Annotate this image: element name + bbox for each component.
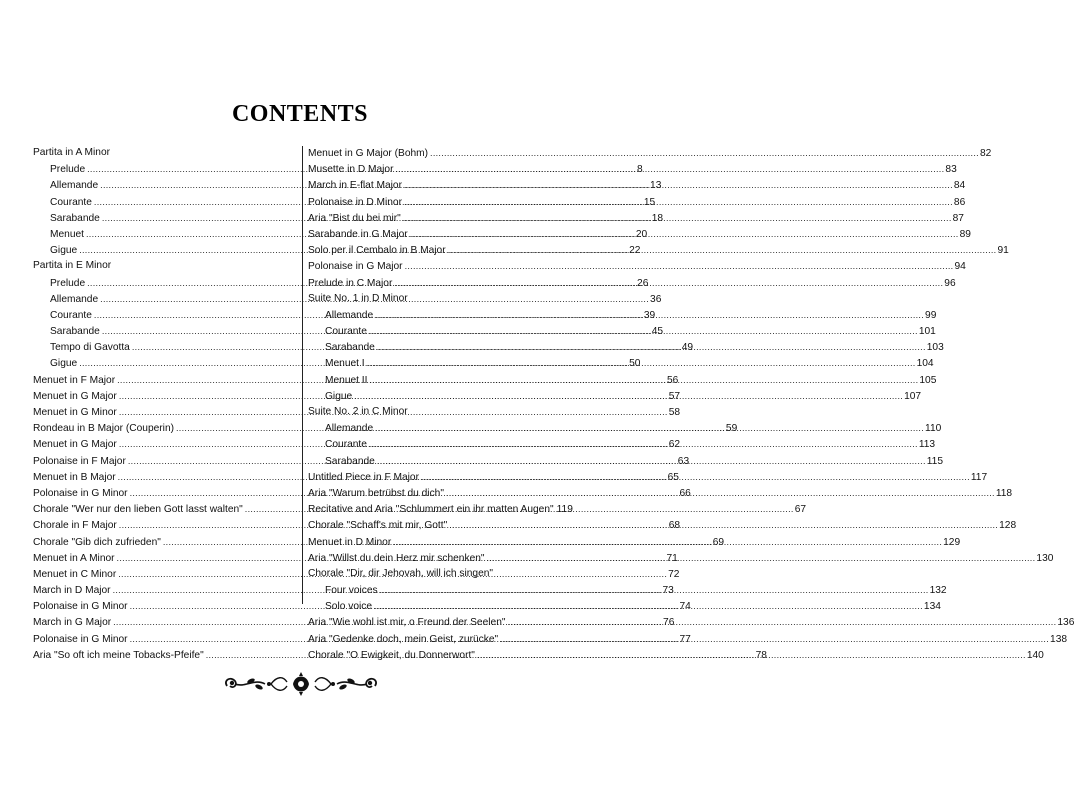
toc-entry-title: Allemande (325, 309, 374, 321)
toc-entry-title: Chorale "Schaff's mit mir, Gott" (308, 520, 448, 532)
toc-entry-page: 22 (629, 245, 641, 257)
toc-entry-page: 57 (668, 390, 681, 402)
toc-entry-title: Polonaise in G Major (308, 261, 403, 273)
toc-entry-title: Menuet (50, 228, 84, 240)
toc-entry-page: 58 (668, 407, 681, 418)
toc-entry-title: Gigue (325, 390, 353, 402)
toc-entry-page: 119 (556, 504, 573, 516)
toc-entry-title: Courante (50, 196, 92, 208)
toc-entry-title: Courante (325, 439, 367, 451)
page-title: CONTENTS (231, 101, 369, 127)
toc-entry-title: Partita in A Minor (33, 147, 111, 158)
toc-entry-partita-in-e-minor (33, 258, 300, 274)
toc-entry-title: Polonaise in G Minor (33, 487, 128, 499)
toc-entry-page: 96 (944, 277, 956, 289)
dot-leader (421, 469, 970, 485)
toc-entry-title: March in G Major (33, 617, 112, 629)
toc-entry-page: 20 (635, 228, 648, 240)
toc-entry-title: Solo per il Cembalo in B Major (308, 245, 446, 257)
toc-entry-page: 49 (681, 342, 694, 354)
dot-leader (404, 177, 953, 193)
dot-leader (446, 485, 995, 501)
toc-entry-title: Menuet in G Major (Bohm) (308, 148, 429, 159)
toc-entry-title: Aria "Warum betrübst du dich" (308, 487, 444, 499)
dot-leader (487, 550, 1036, 566)
dot-leader (380, 582, 929, 598)
toc-entry-page: 129 (943, 536, 961, 548)
toc-entry-title: Four voices (325, 585, 378, 597)
toc-entry-page: 71 (666, 552, 678, 564)
toc-entry-musette-in-d-major (308, 161, 957, 177)
flourish-ornament-icon (221, 670, 381, 698)
toc-entry-page: 110 (925, 423, 942, 435)
toc-entry-title: Suite No. 1 in D Minor (308, 292, 408, 304)
toc-entry-title: Sarabande in G Major (308, 228, 408, 240)
toc-entry-page: 67 (794, 504, 807, 516)
toc-entry-title: Menuet II (325, 374, 368, 386)
dot-leader (369, 436, 918, 452)
toc-entry-title: Partita in E Minor (33, 260, 112, 272)
toc-entry-page: 69 (712, 536, 725, 548)
toc-entry-page: 63 (677, 455, 690, 467)
dot-leader (374, 598, 923, 614)
dot-leader (405, 258, 954, 274)
toc-entry-page: 89 (959, 228, 971, 240)
toc-entry-page: 82 (979, 148, 992, 159)
toc-entry-page: 50 (629, 358, 641, 370)
toc-entry-title: Allemande (50, 180, 99, 192)
toc-entry-page: 118 (995, 487, 1013, 499)
toc-entry-page: 87 (952, 212, 964, 224)
toc-entry-page: 62 (668, 439, 681, 451)
toc-entry-title: March in D Major (33, 585, 111, 597)
toc-entry-page: 72 (668, 568, 680, 580)
toc-entry-page: 128 (999, 520, 1017, 532)
toc-entry-title: Sarabande (325, 342, 375, 354)
toc-entry-title: Sarabande (50, 326, 100, 338)
dot-leader (449, 517, 998, 533)
toc-entry-title: Sarabande (50, 212, 100, 224)
toc-entry-title: Gigue (50, 358, 78, 370)
toc-entry-title: Prelude (50, 164, 86, 176)
toc-entry-page: 74 (679, 601, 691, 613)
toc-entry-page: 91 (997, 245, 1009, 257)
toc-entry-title: Prelude in C Major (308, 277, 393, 289)
dot-leader (375, 420, 924, 436)
toc-entry-title: Chorale "Wer nur den lieben Gott lasst walten" (33, 504, 243, 516)
toc-entry-page: 13 (650, 180, 662, 192)
toc-entry-polonaise-in-g-major (308, 258, 966, 274)
toc-entry-title: Polonaise in D Minor (308, 196, 402, 208)
toc-entry-page: 59 (725, 423, 738, 435)
toc-entry-title: Polonaise in G Minor (33, 633, 128, 645)
toc-entry-title: Menuet in D Minor (308, 536, 392, 548)
toc-entry-title: Courante (50, 309, 92, 321)
toc-entry-page: 130 (1036, 552, 1054, 564)
toc-entry-page: 84 (953, 180, 966, 192)
toc-entry-page: 113 (918, 439, 936, 451)
toc-entry-title: Aria "Wie wohl ist mir, o Freund der Seelen" (308, 617, 506, 629)
toc-entry-page: 115 (926, 455, 944, 467)
dot-leader (396, 161, 945, 177)
dot-leader (430, 145, 979, 161)
toc-entry-page: 132 (929, 585, 947, 597)
dot-leader (377, 339, 926, 355)
toc-entry-title: Sarabande (325, 455, 375, 467)
toc-entry-title: Chorale "Gib dich zufrieden" (33, 536, 161, 548)
toc-entry-title: Rondeau in B Major (Couperin) (33, 423, 174, 435)
dot-leader (377, 453, 926, 469)
toc-entry-suite-no-2-in-c-minor (308, 404, 560, 420)
toc-entry-page: 65 (667, 471, 679, 483)
toc-entry-title: Chorale "Dir, dir Jehovah, will ich singen" (308, 567, 494, 579)
toc-entry-page: 86 (953, 196, 966, 208)
toc-entry-page: 103 (926, 342, 944, 354)
dot-leader (354, 388, 903, 404)
toc-entry-page: 117 (970, 471, 988, 483)
toc-entry-page: 104 (916, 358, 934, 370)
toc-entry-title: Menuet in B Major (33, 471, 116, 483)
toc-entry-page: 134 (923, 601, 941, 613)
toc-entry-title: Courante (325, 326, 367, 338)
toc-entry-page: 77 (679, 633, 691, 645)
toc-entry-title: Recitative and Aria "Schlummert ein ihr matten Augen" (308, 504, 554, 516)
toc-entry-page: 107 (904, 390, 922, 402)
toc-entry-page: 136 (1057, 617, 1074, 629)
dot-leader (404, 194, 953, 210)
toc-entry-title: Suite No. 2 in C Minor (308, 406, 408, 417)
toc-entry-recitative-and-aria-schlummert-ein-ihr-matten-augen (308, 501, 573, 517)
toc-entry-title: Aria "Gedenke doch, mein Geist, zurücke" (308, 633, 499, 645)
toc-entry-page: 68 (668, 520, 681, 532)
toc-entry-title: Allemande (325, 423, 374, 435)
toc-entry-page: 39 (643, 309, 656, 321)
toc-entry-title: Menuet in G Minor (33, 407, 117, 418)
toc-entry-title: Aria "Willst du dein Herz mir schenken" (308, 552, 485, 564)
toc-entry-title: Menuet in G Major (33, 390, 117, 402)
toc-entry-page: 26 (637, 277, 649, 289)
dot-leader (369, 372, 918, 388)
toc-entry-page: 56 (667, 374, 679, 386)
toc-entry-title: Prelude (50, 277, 86, 289)
toc-entry-title: Polonaise in F Major (33, 455, 126, 467)
toc-entry-page: 8 (637, 164, 643, 176)
dot-leader (369, 323, 918, 339)
toc-entry-page: 18 (651, 212, 664, 224)
toc-entry-title: March in E-flat Major (308, 180, 402, 192)
toc-entry-title: Solo voice (325, 601, 373, 613)
toc-entry-title: Polonaise in G Minor (33, 601, 128, 613)
toc-entry-page: 101 (918, 326, 936, 338)
toc-entry-title: Menuet in A Minor (33, 552, 115, 564)
dot-leader (403, 210, 952, 226)
toc-entry-title: Menuet in C Minor (33, 568, 117, 580)
toc-entry-page: 105 (919, 374, 937, 386)
dot-leader (477, 647, 1026, 663)
toc-entry-page: 138 (1050, 633, 1068, 645)
toc-entry-title: Tempo di Gavotta (50, 342, 130, 354)
toc-entry-page: 76 (663, 617, 675, 629)
toc-entry-page: 73 (662, 585, 674, 597)
toc-entry-title: Chorale in F Major (33, 520, 117, 532)
toc-entry-title: Musette in D Major (308, 164, 394, 176)
dot-leader (393, 534, 942, 550)
toc-entry-page: 94 (954, 261, 966, 273)
dot-leader (367, 355, 916, 371)
dot-leader (500, 631, 1049, 647)
toc-entry-page: 83 (945, 164, 957, 176)
toc-entry-page: 45 (651, 326, 664, 338)
toc-entry-partita-in-a-minor (33, 145, 300, 161)
toc-entry-title: Menuet in G Major (33, 439, 117, 451)
dot-leader (375, 307, 924, 323)
toc-entry-menuet-in-g-major-bohm (308, 145, 992, 161)
toc-entry-title: Menuet in F Major (33, 374, 116, 386)
dot-leader (410, 226, 959, 242)
toc-entry-title: Allemande (50, 293, 99, 305)
toc-entry-title: Chorale "O Ewigkeit, du Donnerwort" (308, 649, 475, 661)
toc-entry-title: Gigue (50, 245, 78, 257)
toc-entry-title: Untitled Piece in F Major (308, 471, 419, 483)
toc-entry-chorale-dir-dir-jehovah-will-ich-singen (308, 566, 560, 582)
toc-entry-page: 15 (643, 196, 656, 208)
column-divider (302, 146, 303, 604)
dot-leader (448, 242, 997, 258)
dot-leader (394, 275, 943, 291)
dot-leader (507, 614, 1056, 630)
toc-entry-page: 99 (925, 309, 937, 321)
toc-entry-page: 78 (755, 649, 767, 661)
toc-entry-page: 36 (650, 293, 662, 305)
toc-entry-page: 140 (1026, 649, 1044, 661)
toc-entry-title: Menuet I (325, 358, 365, 370)
toc-entry-page: 66 (679, 487, 691, 499)
toc-entry-title: Aria "So oft ich meine Tobacks-Pfeife" (33, 649, 204, 661)
toc-entry-suite-no-1-in-d-minor (308, 291, 560, 307)
toc-entry-title: Aria "Bist du bei mir" (308, 212, 401, 224)
